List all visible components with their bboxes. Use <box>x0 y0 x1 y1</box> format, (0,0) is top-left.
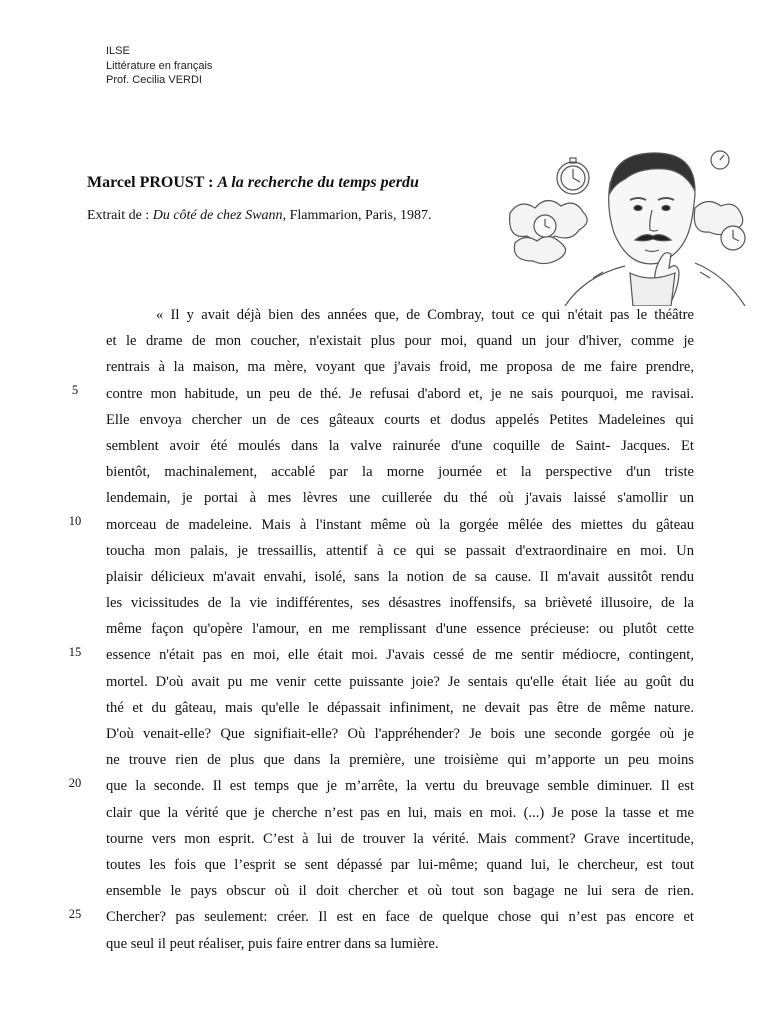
text-line: et le drame de mon coucher, n'existait plus pour moi, quand un jour d'hiver, comme je <box>106 333 694 350</box>
line-number: 15 <box>68 645 82 659</box>
source-citation <box>87 208 432 224</box>
text-line: toucha mon palais, je tressaillis, attentif à ce qui se passait d'extraordinaire en moi. Un <box>106 542 694 559</box>
citation-book: Du côté de chez Swann <box>152 208 283 223</box>
text-line: plaisir délicieux m'avait envahi, isolé, sans la notion de sa cause. Il m'avait aussitôt rendu <box>106 568 694 585</box>
text-line: que la seconde. Il est temps que je m’arrête, la vertu du breuvage semble diminuer. Il est <box>106 778 694 795</box>
course-professor: Prof. Cecilia VERDI <box>106 74 202 86</box>
text-line: toutes les fois que l’esprit se sent dépassé par lui-même; quand lui, le chercheur, est tout <box>106 856 694 873</box>
text-line: essence n'était pas en moi, elle était moi. J'avais cessé de me sentir médiocre, contingent, <box>106 647 694 664</box>
author-name: Marcel PROUST : <box>87 174 218 191</box>
text-line: lendemain, je portai à mes lèvres une cuillerée du thé où j'avais laissé s'amollir un <box>106 490 694 507</box>
line-number: 25 <box>68 907 82 921</box>
text-line: clair que la vérité que je cherche n’est pas en lui, mais en moi. (...) Je pose la tasse et me <box>106 804 694 821</box>
text-line: Elle envoya chercher un de ces gâteaux courts et dodus appelés Petites Madeleines qui <box>106 411 694 428</box>
text-line: tourne vers mon esprit. C’est à lui de trouver la vérité. Mais comment? Grave incertitude, <box>106 830 694 847</box>
line-number: 5 <box>71 383 79 397</box>
text-line: ne trouve rien de plus que dans la première, une troisième qui m’apporte un peu moins <box>106 752 694 769</box>
excerpt-text <box>106 302 694 957</box>
citation-publisher: , Flammarion, Paris, 1987. <box>282 208 432 223</box>
citation-prefix: Extrait de : <box>87 208 153 223</box>
proust-portrait-illustration <box>505 138 753 306</box>
text-line: contre mon habitude, un peu de thé. Je refusai d'abord et, je ne sais pourquoi, me ravisai. <box>106 385 694 402</box>
text-line: que seul il peut réaliser, puis faire entrer dans sa lumière. <box>106 935 439 952</box>
text-line: thé et du gâteau, mais qu'elle le dépassait infiniment, ne devait pas être de même nature. <box>106 699 694 716</box>
text-line: morceau de madeleine. Mais à l'instant même où la gorgée mêlée des miettes du gâteau <box>106 516 694 533</box>
text-line: mortel. D'où avait pu me venir cette puissante joie? Je sentais qu'elle était liée au goût du <box>106 673 694 690</box>
text-line: Chercher? pas seulement: créer. Il est en face de quelque chose qui n’est pas encore et <box>106 909 694 926</box>
line-number: 20 <box>68 776 82 790</box>
text-line: bientôt, machinalement, accablé par la morne journée et la perspective d'un triste <box>106 464 694 481</box>
text-line: ensemble le pays obscur où il doit chercher et où tout son bagage ne lui sera de rien. <box>106 883 694 900</box>
text-line: même façon qu'opère l'amour, en me remplissant d'une essence précieuse: ou plutôt cette <box>106 621 694 638</box>
text-line: rentrais à la maison, ma mère, voyant que j'avais froid, me proposa de me faire prendre, <box>106 359 694 376</box>
text-line: semblent avoir été moulés dans la valve rainurée d'une coquille de Saint- Jacques. Et <box>106 437 694 454</box>
line-number: 10 <box>68 514 82 528</box>
document-title <box>87 174 419 192</box>
text-line: les vicissitudes de la vie indifférentes, ses désastres inoffensifs, sa brièveté illusoire, de la <box>106 595 694 612</box>
text-line: D'où venait-elle? Que signifiait-elle? Où l'appréhender? Je bois une seconde gorgée où je <box>106 726 694 742</box>
course-code: ILSE <box>106 45 130 57</box>
work-title: A la recherche du temps perdu <box>217 174 419 191</box>
course-subject: Littérature en français <box>106 59 213 72</box>
course-header <box>106 44 212 88</box>
text-line: « Il y avait déjà bien des années que, de Combray, tout ce qui n'était pas le théâtre <box>156 307 694 323</box>
